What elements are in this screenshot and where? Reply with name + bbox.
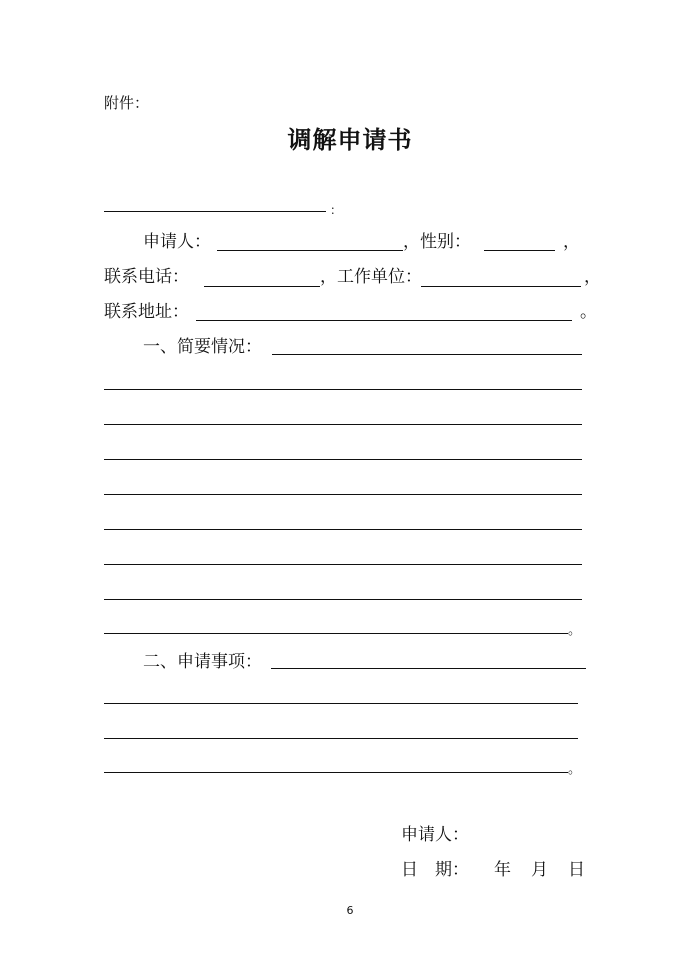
addressee-colon: ： <box>330 203 343 217</box>
address-field-line[interactable] <box>196 320 572 321</box>
section2-blank-line[interactable] <box>104 772 568 773</box>
section1-blank-line[interactable] <box>104 494 582 495</box>
section2-end-period: 。 <box>568 762 582 777</box>
employer-end-comma: ， <box>584 267 601 287</box>
address-label: 联系地址： <box>104 302 189 322</box>
applicant-field-line[interactable] <box>217 250 403 251</box>
section1-blank-line[interactable] <box>104 424 582 425</box>
section1-blank-line[interactable] <box>104 599 582 600</box>
section1-blank-line[interactable] <box>104 529 582 530</box>
section2-blank-line[interactable] <box>104 738 578 739</box>
attachment-label: 附件： <box>104 94 150 112</box>
signature-year: 年 <box>494 860 511 880</box>
signature-month: 月 <box>531 860 548 880</box>
section2-blank-line[interactable] <box>104 703 578 704</box>
employer-field-line[interactable] <box>421 286 581 287</box>
section1-end-period: 。 <box>568 623 582 638</box>
phone-field-line[interactable] <box>204 286 320 287</box>
applicant-label: 申请人： <box>143 232 211 252</box>
gender-end-comma: ， <box>563 232 580 252</box>
page-title: 调解申请书 <box>287 125 413 154</box>
section2-label: 二、申请事项： <box>143 652 262 672</box>
page-number: 6 <box>346 904 354 917</box>
section1-blank-line[interactable] <box>104 564 582 565</box>
section1-blank-line[interactable] <box>104 633 568 634</box>
section1-blank-line[interactable] <box>104 459 582 460</box>
phone-label: 联系电话： <box>104 267 189 287</box>
signature-day: 日 <box>568 860 585 880</box>
employer-label: ，工作单位： <box>320 267 422 287</box>
section1-blank-line[interactable] <box>104 389 582 390</box>
addressee-field-line[interactable] <box>104 211 326 212</box>
gender-field-line[interactable] <box>484 250 555 251</box>
signature-applicant-label: 申请人： <box>401 825 469 845</box>
signature-date-label: 日 期： <box>401 860 469 880</box>
section1-field-line[interactable] <box>272 354 582 355</box>
gender-label: ，性别： <box>403 232 471 252</box>
section2-field-line[interactable] <box>271 668 586 669</box>
address-end-period: 。 <box>580 302 597 322</box>
section1-label: 一、简要情况： <box>143 337 262 357</box>
